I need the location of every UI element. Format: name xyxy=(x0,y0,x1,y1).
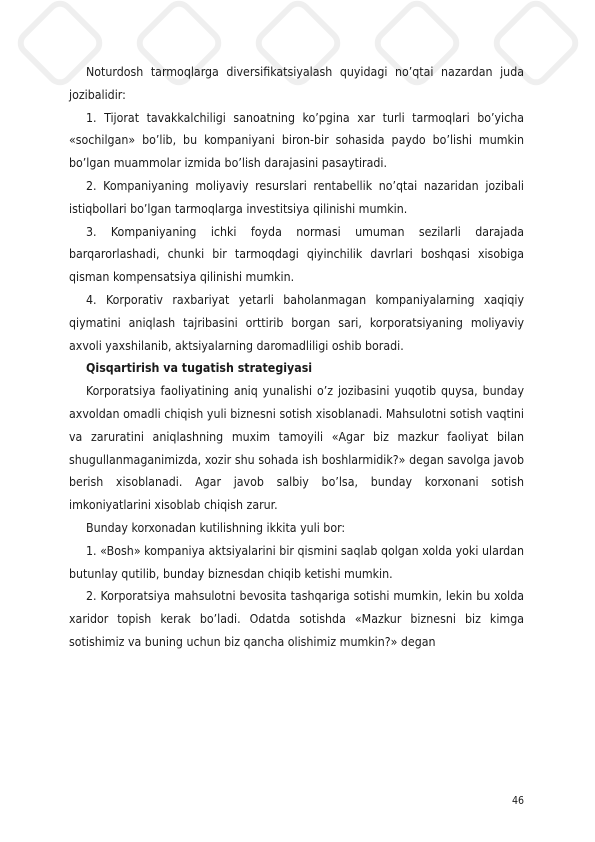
paragraph-way-2: 2. Korporatsiya mahsulotni bevosita tashqariga sotishi mumkin, lekin bu xolda xaridor topish kerak bo’ladi. Odatda sotishda «Mazkur biznesni biz kimga sotishimiz va buning uchun biz qancha olishimiz mumkin?» degan xyxy=(69,589,524,649)
document-body xyxy=(69,61,524,654)
paragraph-ways-intro: Bunday korxonadan kutilishning ikkita yuli bor: xyxy=(86,520,346,535)
paragraph-list-item-2: 2. Kompaniyaning moliyaviy resurslari rentabellik no’qtai nazaridan jozibali istiqbollari bo’lgan tarmoqlarga investitsiya qilinishi mumkin. xyxy=(69,178,524,216)
paragraph-list-item-1: 1. Tijorat tavakkalchiligi sanoatning ko’pgina xar turli tarmoqlari bo’yicha «sochilgan» bo’lib, bu kompaniyani biron-bir sohasida paydo bo’lishi mumkin bo’lgan muammolar izmida bo’lish darajasini pasaytiradi. xyxy=(69,110,524,171)
paragraph-intro: Noturdosh tarmoqlarga diversifikatsiyalash quyidagi no’qtai nazardan juda jozibalidir: xyxy=(69,65,524,102)
page-number: 46 xyxy=(511,795,524,807)
paragraph-list-item-4: 4. Korporativ raxbariyat yetarli baholanmagan kompaniyalarning xaqiqiy qiymatini aniqlash tajribasini orttirib borgan sari, korporatsiyaning moliyaviy axvoli yaxshilanib, aktsiyalarning daromadliligi oshib boradi. xyxy=(69,292,524,353)
paragraph-list-item-3: 3. Kompaniyaning ichki foyda normasi umuman sezilarli darajada barqarorlashadi, chunki bir tarmoqdagi qiyinchilik davrlari boshqasi xisobiga qisman kompensatsiya qilinishi mumkin. xyxy=(69,224,524,285)
paragraph-section-body: Korporatsiya faoliyatining aniq yunalishi o’z jozibasini yuqotib quysa, bunday axvoldan omadli chiqish yuli biznesni sotish xisoblanadi. Mahsulotni sotish vaqtini va zaruratini aniqlashning muxim tamoyili «Agar biz mazkur faoliyat bilan shugullanmaganimizda, xozir shu sohada ish boshlarmidik?» degan savolga javob berish xisoblanadi. Agar javob salbiy bo’lsa, bunday korxonani sotish imkoniyatlarini xisoblab chiqish zarur. xyxy=(69,384,524,513)
section-heading: Qisqartirish va tugatish strategiyasi xyxy=(86,361,313,376)
paragraph-way-1: 1. «Bosh» kompaniya aktsiyalarini bir qismini saqlab qolgan xolda yoki ulardan butunlay qutilib, bunday biznesdan chiqib ketishi mumkin. xyxy=(69,543,524,581)
